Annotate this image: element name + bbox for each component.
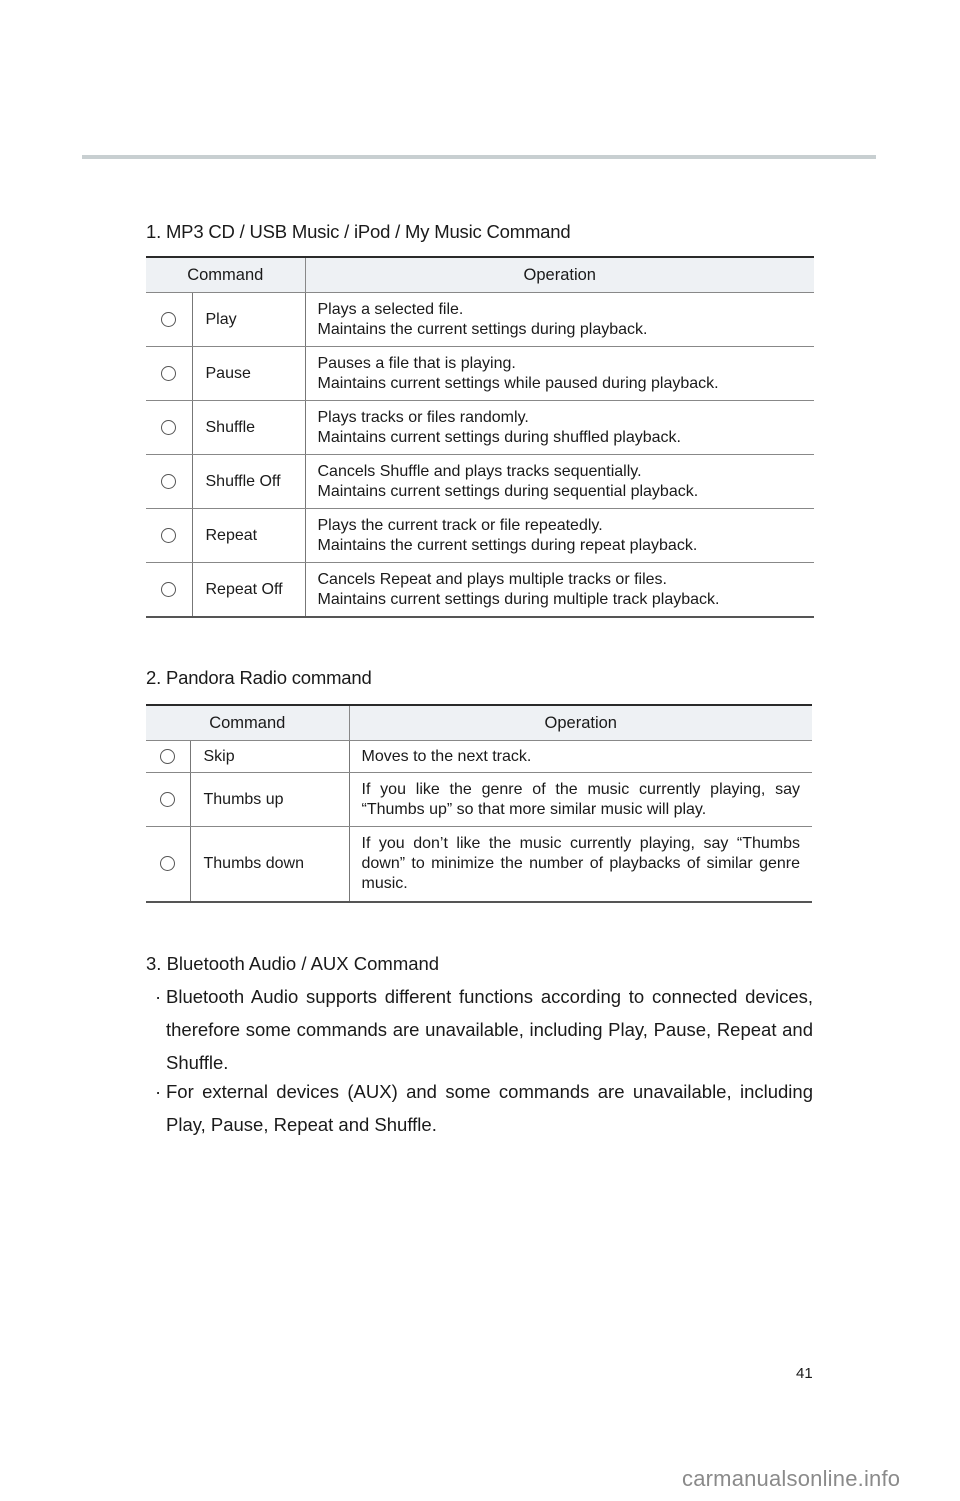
- command-name: Thumbs down: [190, 827, 349, 902]
- table-header-row: [146, 257, 814, 293]
- command-name: Shuffle Off: [192, 455, 305, 509]
- circle-icon: [161, 528, 176, 543]
- section-1-title: 1. MP3 CD / USB Music / iPod / My Music Command: [146, 221, 571, 242]
- bullet-icon: ·: [155, 1081, 162, 1102]
- table-row: [146, 741, 812, 773]
- table-row: [146, 563, 814, 618]
- circle-icon: [161, 366, 176, 381]
- operation-header: Operation: [305, 257, 814, 293]
- circle-icon: [161, 474, 176, 489]
- circle-icon: [161, 312, 176, 327]
- operation-line: Plays a selected file.: [317, 300, 464, 318]
- operation-line: Plays the current track or file repeatedly.: [317, 516, 603, 534]
- command-header: Command: [146, 257, 305, 293]
- operation-line: Maintains current settings during shuffled playback.: [317, 428, 681, 446]
- operation-line: Maintains the current settings during repeat playback.: [317, 536, 698, 554]
- circle-icon: [160, 792, 175, 807]
- circle-icon: [161, 582, 176, 597]
- table-row: [146, 827, 812, 902]
- command-name: Thumbs up: [190, 773, 349, 827]
- pandora-command-table: [146, 704, 812, 903]
- command-name: Skip: [190, 741, 349, 773]
- operation-text: If you don’t like the music currently playing, say “Thumbs down” to minimize the number of playbacks of similar genre music.: [349, 827, 812, 902]
- operation-line: Maintains current settings during sequential playback.: [317, 482, 699, 500]
- operation-text: If you like the genre of the music currently playing, say “Thumbs up” so that more similar music will play.: [349, 773, 812, 827]
- watermark: carmanualsonline.info: [682, 1466, 901, 1491]
- table-row: [146, 347, 814, 401]
- operation-line: Maintains current settings during multiple track playback.: [317, 590, 720, 608]
- table-row: [146, 773, 812, 827]
- command-header: Command: [146, 705, 349, 741]
- operation-line: Cancels Repeat and plays multiple tracks or files.: [317, 570, 667, 588]
- header-rule: [82, 155, 876, 159]
- table-row: [146, 401, 814, 455]
- circle-icon: [161, 420, 176, 435]
- table-header-row: [146, 705, 812, 741]
- operation-header: Operation: [349, 705, 812, 741]
- section-2-title: 2. Pandora Radio command: [146, 667, 372, 688]
- operation-line: Pauses a file that is playing.: [317, 354, 516, 372]
- operation-text: Moves to the next track.: [349, 741, 812, 773]
- operation-line: Plays tracks or files randomly.: [317, 408, 529, 426]
- command-name: Repeat Off: [192, 563, 305, 618]
- table-row: [146, 293, 814, 347]
- operation-line: Maintains the current settings during playback.: [317, 320, 648, 338]
- command-name: Shuffle: [192, 401, 305, 455]
- section-3-title: 3. Bluetooth Audio / AUX Command: [146, 953, 440, 974]
- table-row: [146, 509, 814, 563]
- command-name: Play: [192, 293, 305, 347]
- table-row: [146, 455, 814, 509]
- command-name: Repeat: [192, 509, 305, 563]
- bullet-item: [155, 980, 813, 1079]
- operation-line: Maintains current settings while paused during playback.: [317, 374, 719, 392]
- circle-icon: [160, 749, 175, 764]
- operation-line: Cancels Shuffle and plays tracks sequentially.: [317, 462, 642, 480]
- bullet-icon: ·: [155, 986, 162, 1007]
- music-command-table: [146, 256, 814, 618]
- bullet-item: [155, 1075, 813, 1141]
- bullet-text: Bluetooth Audio supports different functions according to connected devices, therefore some commands are unavailable, including Play, Pause, Repeat and Shuffle.: [166, 986, 813, 1073]
- bullet-text: For external devices (AUX) and some commands are unavailable, including Play, Pause, Repeat and Shuffle.: [166, 1081, 813, 1135]
- command-name: Pause: [192, 347, 305, 401]
- page-number: 41: [796, 1365, 813, 1382]
- circle-icon: [160, 856, 175, 871]
